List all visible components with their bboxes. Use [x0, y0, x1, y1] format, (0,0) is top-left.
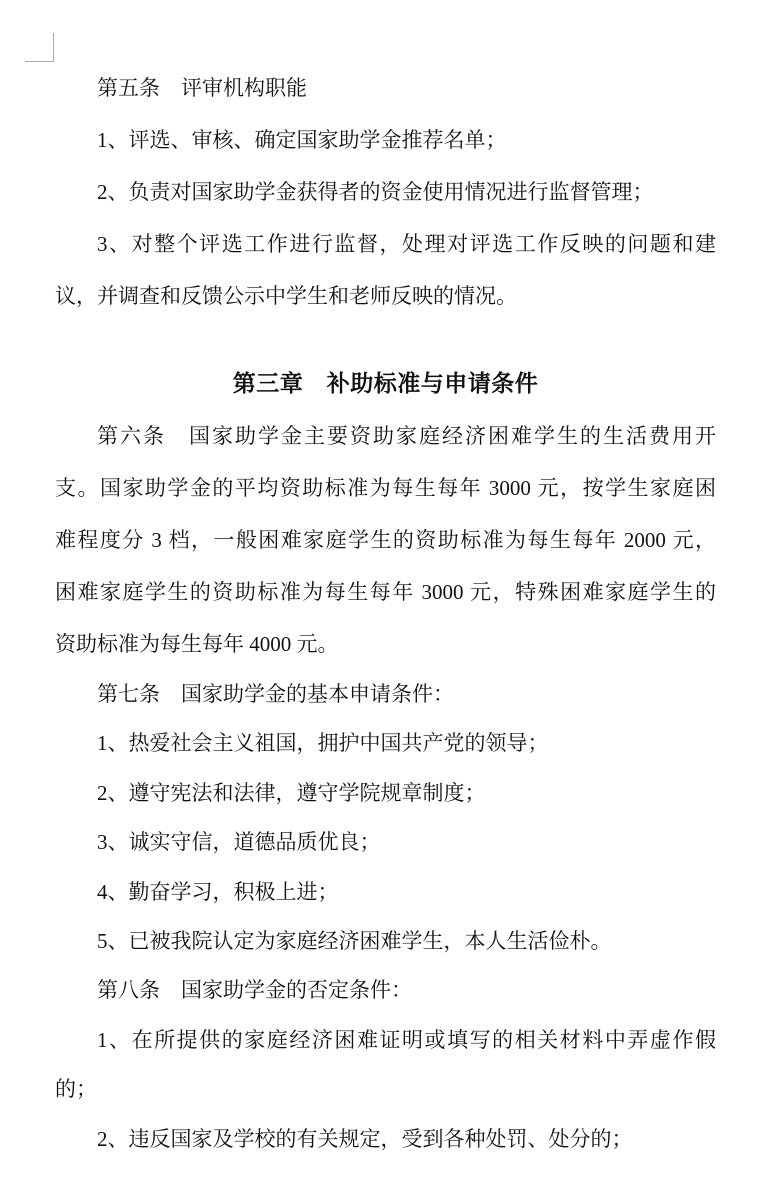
text-line: 3、对整个评选工作进行监督，处理对评选工作反映的问题和建	[97, 232, 716, 256]
text-line: 议，并调查和反馈公示中学生和老师反映的情况。	[55, 284, 517, 308]
text-line: 2、遵守宪法和法律，遵守学院规章制度；	[97, 780, 486, 805]
text-line: 第八条 国家助学金的否定条件：	[97, 978, 412, 1003]
text-line: 1、评选、审核、确定国家助学金推荐名单；	[97, 128, 507, 152]
text-line: 4、勤奋学习，积极上进；	[97, 879, 339, 904]
text-line: 的；	[55, 1077, 97, 1102]
chapter-heading: 第三章 补助标准与申请条件	[232, 371, 539, 396]
text-line: 1、在所提供的家庭经济困难证明或填写的相关材料中弄虚作假	[97, 1027, 716, 1052]
text-line: 1、热爱社会主义祖国，拥护中国共产党的领导；	[97, 731, 549, 756]
text-line: 2、负责对国家助学金获得者的资金使用情况进行监督管理；	[97, 180, 654, 204]
text-line: 第七条 国家助学金的基本申请条件：	[97, 682, 454, 706]
section-article-5	[55, 62, 716, 322]
text-line: 第五条 评审机构职能	[97, 76, 307, 100]
text-line: 资助标准为每生每年 4000 元。	[55, 632, 339, 656]
section-article-6	[55, 410, 716, 670]
text-line: 第六条 国家助学金主要资助家庭经济困难学生的生活费用开	[97, 424, 716, 448]
text-line: 困难家庭学生的资助标准为每生每年 3000 元，特殊困难家庭学生的	[55, 580, 716, 604]
text-line: 难程度分 3 档，一般困难家庭学生的资助标准为每生每年 2000 元，	[55, 528, 716, 552]
document-content	[55, 62, 716, 1164]
text-line: 支。国家助学金的平均资助标准为每生每年 3000 元，按学生家庭困	[55, 476, 716, 500]
text-line: 5、已被我院认定为家庭经济困难学生，本人生活俭朴。	[97, 928, 612, 953]
text-line: 3、诚实守信，道德品质优良；	[97, 830, 381, 855]
section-articles-7-8	[55, 670, 716, 1164]
margin-corner-mark	[25, 33, 54, 62]
text-line: 2、违反国家及学校的有关规定，受到各种处罚、处分的；	[97, 1126, 633, 1151]
